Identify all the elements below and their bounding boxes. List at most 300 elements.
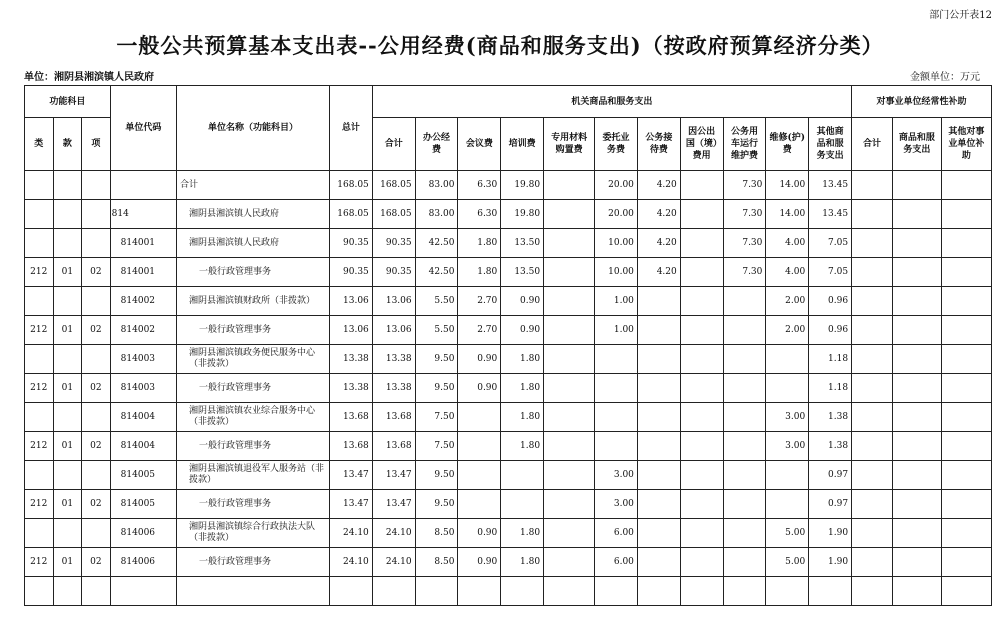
- kuan-cell: [53, 200, 82, 229]
- kuan-cell: [53, 287, 82, 316]
- subsidy-cell: [941, 490, 991, 519]
- org-expense-cell: 3.00: [595, 461, 638, 490]
- org-expense-cell: 1.80: [501, 374, 544, 403]
- org-expense-cell: 13.68: [372, 403, 415, 432]
- subsidy-cell: [892, 316, 941, 345]
- unit-name-cell: 合计: [176, 171, 329, 200]
- unit-code-cell: 814001: [110, 229, 176, 258]
- org-expense-cell: [415, 577, 458, 606]
- unit-name-cell: 湘阴县湘滨镇人民政府: [176, 229, 329, 258]
- org-expense-cell: 9.50: [415, 345, 458, 374]
- org-expense-cell: 4.20: [637, 200, 680, 229]
- subsidy-cell: [941, 519, 991, 548]
- unit-name-header: 单位名称（功能科目）: [176, 86, 329, 171]
- org-expense-cell: 1.38: [809, 432, 852, 461]
- meeting-expense-header: 会议费: [458, 118, 501, 171]
- org-expense-cell: 83.00: [415, 200, 458, 229]
- unit-name-cell: 一般行政管理事务: [176, 258, 329, 287]
- subsidy-cell: [852, 316, 893, 345]
- org-expense-cell: [723, 461, 766, 490]
- subsidy-cell: [892, 519, 941, 548]
- unit-name-cell: 一般行政管理事务: [176, 548, 329, 577]
- org-expense-cell: [595, 345, 638, 374]
- other-expense-header: 其他商品和服务支出: [809, 118, 852, 171]
- org-expense-cell: 7.30: [723, 229, 766, 258]
- org-expense-cell: [723, 490, 766, 519]
- org-expense-cell: 7.05: [809, 229, 852, 258]
- unit-code-cell: 814005: [110, 461, 176, 490]
- subsidy-cell: [941, 229, 991, 258]
- lei-cell: 212: [25, 432, 54, 461]
- total-cell: 90.35: [329, 229, 372, 258]
- subsidy-cell: [852, 577, 893, 606]
- unit-code-cell: 814006: [110, 519, 176, 548]
- org-expense-cell: 1.18: [809, 345, 852, 374]
- unit-name-cell: 一般行政管理事务: [176, 316, 329, 345]
- lei-cell: 212: [25, 316, 54, 345]
- org-expense-cell: 7.50: [415, 432, 458, 461]
- org-expense-cell: 1.00: [595, 316, 638, 345]
- xiang-cell: [82, 461, 111, 490]
- org-expense-cell: 0.96: [809, 316, 852, 345]
- lei-cell: [25, 403, 54, 432]
- org-expense-cell: 4.20: [637, 258, 680, 287]
- org-expense-cell: 0.96: [809, 287, 852, 316]
- total-cell: 13.68: [329, 403, 372, 432]
- org-expense-cell: 2.00: [766, 316, 809, 345]
- total-cell: 13.38: [329, 345, 372, 374]
- org-expense-cell: [766, 490, 809, 519]
- org-expense-cell: 13.50: [501, 229, 544, 258]
- org-expense-cell: 14.00: [766, 171, 809, 200]
- org-expense-cell: [544, 490, 595, 519]
- org-expense-cell: 1.90: [809, 519, 852, 548]
- unit-name-cell: 湘阴县湘滨镇退役军人服务站（非拨款）: [176, 461, 329, 490]
- org-expense-cell: 1.38: [809, 403, 852, 432]
- total-header: 总计: [329, 86, 372, 171]
- org-expense-cell: [680, 519, 723, 548]
- lei-cell: [25, 345, 54, 374]
- total-cell: 168.05: [329, 171, 372, 200]
- subsidy-goods-header: 商品和服务支出: [892, 118, 941, 171]
- org-expense-cell: [544, 200, 595, 229]
- subsidy-cell: [941, 432, 991, 461]
- xiang-cell: 02: [82, 258, 111, 287]
- org-expense-cell: [544, 316, 595, 345]
- subsidy-cell: [852, 403, 893, 432]
- subsidy-cell: [892, 345, 941, 374]
- kuan-cell: [53, 171, 82, 200]
- unit-code-cell: 814004: [110, 432, 176, 461]
- org-expense-cell: 13.06: [372, 287, 415, 316]
- table-row: [25, 577, 992, 606]
- func-group-header: 功能科目: [25, 86, 111, 118]
- repair-expense-header: 维修(护)费: [766, 118, 809, 171]
- org-expense-cell: [637, 403, 680, 432]
- org-expense-cell: 0.97: [809, 490, 852, 519]
- xiang-cell: [82, 229, 111, 258]
- org-expense-cell: 1.80: [458, 229, 501, 258]
- org-expense-cell: [595, 374, 638, 403]
- material-expense-header: 专用材料购置费: [544, 118, 595, 171]
- unit-name-cell: 一般行政管理事务: [176, 490, 329, 519]
- org-expense-cell: [544, 548, 595, 577]
- org-expense-cell: [637, 461, 680, 490]
- org-expense-cell: [766, 461, 809, 490]
- org-expense-cell: 0.90: [458, 519, 501, 548]
- org-expense-cell: 7.50: [415, 403, 458, 432]
- subsidy-cell: [892, 548, 941, 577]
- subsidy-cell: [941, 287, 991, 316]
- total-cell: 13.06: [329, 316, 372, 345]
- org-expense-cell: [680, 403, 723, 432]
- org-expense-cell: 0.90: [501, 287, 544, 316]
- org-expense-cell: [458, 403, 501, 432]
- unit-code-cell: 814002: [110, 287, 176, 316]
- org-expense-cell: 14.00: [766, 200, 809, 229]
- org-expense-cell: 0.97: [809, 461, 852, 490]
- org-expense-cell: [680, 200, 723, 229]
- org-expense-cell: [680, 374, 723, 403]
- org-expense-cell: 90.35: [372, 258, 415, 287]
- kuan-cell: 01: [53, 374, 82, 403]
- total-cell: 13.47: [329, 461, 372, 490]
- subsidy-cell: [941, 200, 991, 229]
- org-expense-cell: [458, 577, 501, 606]
- unit-name-cell: 湘阴县湘滨镇人民政府: [176, 200, 329, 229]
- org-expense-cell: [595, 432, 638, 461]
- unit-code-cell: 814003: [110, 374, 176, 403]
- lei-header: 类: [25, 118, 54, 171]
- org-expense-cell: 1.00: [595, 287, 638, 316]
- subsidy-cell: [941, 258, 991, 287]
- org-expense-cell: [680, 316, 723, 345]
- org-expense-cell: 7.30: [723, 200, 766, 229]
- org-expense-cell: 9.50: [415, 490, 458, 519]
- table-row: [25, 490, 992, 519]
- vehicle-expense-header: 公务用车运行维护费: [723, 118, 766, 171]
- org-expense-cell: [544, 374, 595, 403]
- org-expense-cell: 6.00: [595, 548, 638, 577]
- org-expense-cell: [680, 461, 723, 490]
- org-total-header: 合计: [372, 118, 415, 171]
- org-expense-cell: 0.90: [458, 345, 501, 374]
- table-row: [25, 287, 992, 316]
- org-expense-cell: 1.80: [501, 548, 544, 577]
- org-expense-cell: [637, 548, 680, 577]
- table-row: [25, 258, 992, 287]
- org-expense-cell: 3.00: [766, 432, 809, 461]
- org-expense-cell: 168.05: [372, 171, 415, 200]
- unit-code-cell: 814005: [110, 490, 176, 519]
- org-expense-cell: 42.50: [415, 229, 458, 258]
- org-expense-cell: 13.68: [372, 432, 415, 461]
- lei-cell: 212: [25, 490, 54, 519]
- org-expense-cell: 7.05: [809, 258, 852, 287]
- table-row: [25, 403, 992, 432]
- kuan-cell: [53, 577, 82, 606]
- org-expense-cell: [809, 577, 852, 606]
- org-expense-cell: 5.50: [415, 287, 458, 316]
- org-expense-cell: 6.30: [458, 200, 501, 229]
- org-expense-cell: [458, 490, 501, 519]
- subsidy-cell: [852, 287, 893, 316]
- subsidy-cell: [892, 287, 941, 316]
- unit-name-cell: 湘阴县湘滨镇农业综合服务中心（非拨款）: [176, 403, 329, 432]
- org-expense-cell: [637, 287, 680, 316]
- subsidy-cell: [941, 171, 991, 200]
- org-expense-cell: [544, 258, 595, 287]
- subsidy-cell: [892, 461, 941, 490]
- org-expense-cell: 10.00: [595, 229, 638, 258]
- lei-cell: [25, 171, 54, 200]
- org-expense-cell: [637, 519, 680, 548]
- org-expense-cell: [637, 577, 680, 606]
- org-expense-cell: 13.47: [372, 461, 415, 490]
- org-expense-cell: [501, 577, 544, 606]
- subsidy-cell: [852, 490, 893, 519]
- subsidy-cell: [892, 374, 941, 403]
- org-expense-cell: [544, 287, 595, 316]
- org-expense-cell: [766, 577, 809, 606]
- xiang-cell: 02: [82, 316, 111, 345]
- subsidy-cell: [941, 345, 991, 374]
- org-expense-cell: 19.80: [501, 171, 544, 200]
- unit-code-cell: 814001: [110, 258, 176, 287]
- unit-name-cell: 一般行政管理事务: [176, 374, 329, 403]
- total-cell: 168.05: [329, 200, 372, 229]
- page-title: 一般公共预算基本支出表--公用经费(商品和服务支出)（按政府预算经济分类）: [116, 33, 884, 58]
- org-expense-cell: [680, 287, 723, 316]
- org-expense-cell: [544, 432, 595, 461]
- org-expense-cell: 1.80: [501, 345, 544, 374]
- total-cell: 13.06: [329, 287, 372, 316]
- org-expense-cell: [680, 490, 723, 519]
- kuan-cell: [53, 461, 82, 490]
- subsidy-total-header: 合计: [852, 118, 893, 171]
- xiang-cell: [82, 577, 111, 606]
- subsidy-cell: [892, 258, 941, 287]
- unit-name-cell: 湘阴县湘滨镇综合行政执法大队（非拨款）: [176, 519, 329, 548]
- kuan-cell: 01: [53, 490, 82, 519]
- subsidy-cell: [941, 577, 991, 606]
- org-expense-cell: [544, 577, 595, 606]
- org-expense-cell: 1.18: [809, 374, 852, 403]
- training-expense-header: 培训费: [501, 118, 544, 171]
- org-expense-cell: 2.70: [458, 316, 501, 345]
- xiang-cell: 02: [82, 374, 111, 403]
- org-expense-cell: [501, 490, 544, 519]
- org-expense-cell: 3.00: [595, 490, 638, 519]
- subsidy-other-header: 其他对事业单位补助: [941, 118, 991, 171]
- lei-cell: [25, 229, 54, 258]
- total-cell: 24.10: [329, 548, 372, 577]
- org-expense-cell: 7.30: [723, 171, 766, 200]
- org-expense-cell: 0.90: [458, 548, 501, 577]
- reception-expense-header: 公务接待费: [637, 118, 680, 171]
- commission-expense-header: 委托业务费: [595, 118, 638, 171]
- org-expense-cell: [595, 577, 638, 606]
- total-cell: 24.10: [329, 519, 372, 548]
- kuan-cell: [53, 403, 82, 432]
- org-expense-cell: [637, 316, 680, 345]
- org-expense-cell: [680, 171, 723, 200]
- org-expense-cell: [637, 490, 680, 519]
- total-cell: 90.35: [329, 258, 372, 287]
- org-expense-cell: 19.80: [501, 200, 544, 229]
- org-expense-cell: 1.80: [458, 258, 501, 287]
- kuan-cell: [53, 229, 82, 258]
- subsidy-cell: [892, 200, 941, 229]
- org-expense-cell: [637, 432, 680, 461]
- unit-code-cell: [110, 577, 176, 606]
- org-expense-cell: [372, 577, 415, 606]
- kuan-cell: 01: [53, 258, 82, 287]
- unit-code-header: 单位代码: [110, 86, 176, 171]
- subsidy-cell: [852, 258, 893, 287]
- org-expense-cell: [458, 432, 501, 461]
- kuan-cell: 01: [53, 316, 82, 345]
- table-row: [25, 345, 992, 374]
- subsidy-cell: [892, 432, 941, 461]
- lei-cell: 212: [25, 374, 54, 403]
- subsidy-cell: [941, 403, 991, 432]
- budget-table: [24, 85, 992, 606]
- org-expense-cell: [501, 461, 544, 490]
- subsidy-cell: [852, 200, 893, 229]
- org-expense-cell: [766, 345, 809, 374]
- org-expense-cell: 2.00: [766, 287, 809, 316]
- xiang-cell: [82, 345, 111, 374]
- subsidy-cell: [941, 316, 991, 345]
- org-expense-cell: 5.00: [766, 548, 809, 577]
- subsidy-cell: [852, 548, 893, 577]
- org-expense-cell: 0.90: [501, 316, 544, 345]
- total-cell: 13.47: [329, 490, 372, 519]
- table-row: [25, 519, 992, 548]
- abroad-expense-header: 因公出国（境）费用: [680, 118, 723, 171]
- table-row: [25, 548, 992, 577]
- org-expense-cell: [680, 577, 723, 606]
- org-expense-cell: 20.00: [595, 171, 638, 200]
- org-expense-cell: [544, 171, 595, 200]
- xiang-cell: [82, 403, 111, 432]
- org-expense-cell: [637, 374, 680, 403]
- org-expense-cell: [680, 229, 723, 258]
- org-expense-cell: 1.80: [501, 519, 544, 548]
- org-expense-cell: 13.50: [501, 258, 544, 287]
- table-row: [25, 432, 992, 461]
- kuan-cell: 01: [53, 432, 82, 461]
- kuan-cell: 01: [53, 548, 82, 577]
- unit-code-cell: [110, 171, 176, 200]
- lei-cell: 212: [25, 258, 54, 287]
- org-expense-cell: 13.38: [372, 345, 415, 374]
- org-expense-cell: 20.00: [595, 200, 638, 229]
- org-expense-cell: [544, 403, 595, 432]
- org-expense-cell: 8.50: [415, 519, 458, 548]
- org-expense-cell: 24.10: [372, 519, 415, 548]
- org-expense-cell: [595, 403, 638, 432]
- org-expense-cell: 13.45: [809, 200, 852, 229]
- unit-code-cell: 814006: [110, 548, 176, 577]
- xiang-cell: [82, 200, 111, 229]
- unit-code-cell: 814002: [110, 316, 176, 345]
- org-expense-cell: 4.20: [637, 229, 680, 258]
- org-expense-cell: [680, 548, 723, 577]
- org-expense-cell: [637, 345, 680, 374]
- subsidy-cell: [941, 461, 991, 490]
- table-row: [25, 461, 992, 490]
- table-row: [25, 200, 992, 229]
- org-expense-cell: 1.80: [501, 432, 544, 461]
- org-expense-cell: 1.90: [809, 548, 852, 577]
- unit-code-cell: 814004: [110, 403, 176, 432]
- org-expense-cell: [723, 345, 766, 374]
- org-expense-cell: [680, 258, 723, 287]
- org-expense-cell: [723, 287, 766, 316]
- subsidy-cell: [892, 577, 941, 606]
- org-expense-cell: [723, 403, 766, 432]
- subsidy-cell: [852, 519, 893, 548]
- org-expense-cell: 3.00: [766, 403, 809, 432]
- unit-label: 单位：湘阴县湘滨镇人民政府: [24, 72, 154, 83]
- unit-code-cell: 814: [110, 200, 176, 229]
- total-cell: 13.38: [329, 374, 372, 403]
- lei-cell: [25, 200, 54, 229]
- money-unit-label: 金额单位：万元: [910, 72, 980, 83]
- org-expense-cell: 5.50: [415, 316, 458, 345]
- total-cell: [329, 577, 372, 606]
- org-expense-cell: [544, 229, 595, 258]
- xiang-cell: 02: [82, 432, 111, 461]
- org-expense-cell: [544, 345, 595, 374]
- subsidy-cell: [892, 171, 941, 200]
- subsidy-cell: [892, 229, 941, 258]
- org-expense-cell: 13.38: [372, 374, 415, 403]
- subsidy-cell: [852, 229, 893, 258]
- table-number-label: 部门公开表12: [929, 10, 992, 21]
- org-expense-cell: 0.90: [458, 374, 501, 403]
- org-expense-cell: [766, 374, 809, 403]
- xiang-cell: [82, 519, 111, 548]
- org-expense-cell: [723, 519, 766, 548]
- kuan-cell: [53, 345, 82, 374]
- subsidy-cell: [892, 403, 941, 432]
- subsidy-cell: [852, 345, 893, 374]
- xiang-cell: [82, 171, 111, 200]
- subsidy-cell: [852, 171, 893, 200]
- org-expense-cell: 24.10: [372, 548, 415, 577]
- unit-name-cell: 湘阴县湘滨镇财政所（非拨款）: [176, 287, 329, 316]
- total-cell: 13.68: [329, 432, 372, 461]
- org-expense-cell: 6.30: [458, 171, 501, 200]
- table-row: [25, 229, 992, 258]
- xiang-header: 项: [82, 118, 111, 171]
- lei-cell: [25, 519, 54, 548]
- org-expense-cell: [723, 374, 766, 403]
- org-expense-cell: 90.35: [372, 229, 415, 258]
- org-expense-cell: 6.00: [595, 519, 638, 548]
- unit-code-cell: 814003: [110, 345, 176, 374]
- org-expense-cell: 13.45: [809, 171, 852, 200]
- org-expense-cell: 7.30: [723, 258, 766, 287]
- org-expense-cell: [680, 432, 723, 461]
- org-expense-cell: 8.50: [415, 548, 458, 577]
- org-group-header: 机关商品和服务支出: [372, 86, 851, 118]
- xiang-cell: 02: [82, 490, 111, 519]
- org-expense-cell: 13.06: [372, 316, 415, 345]
